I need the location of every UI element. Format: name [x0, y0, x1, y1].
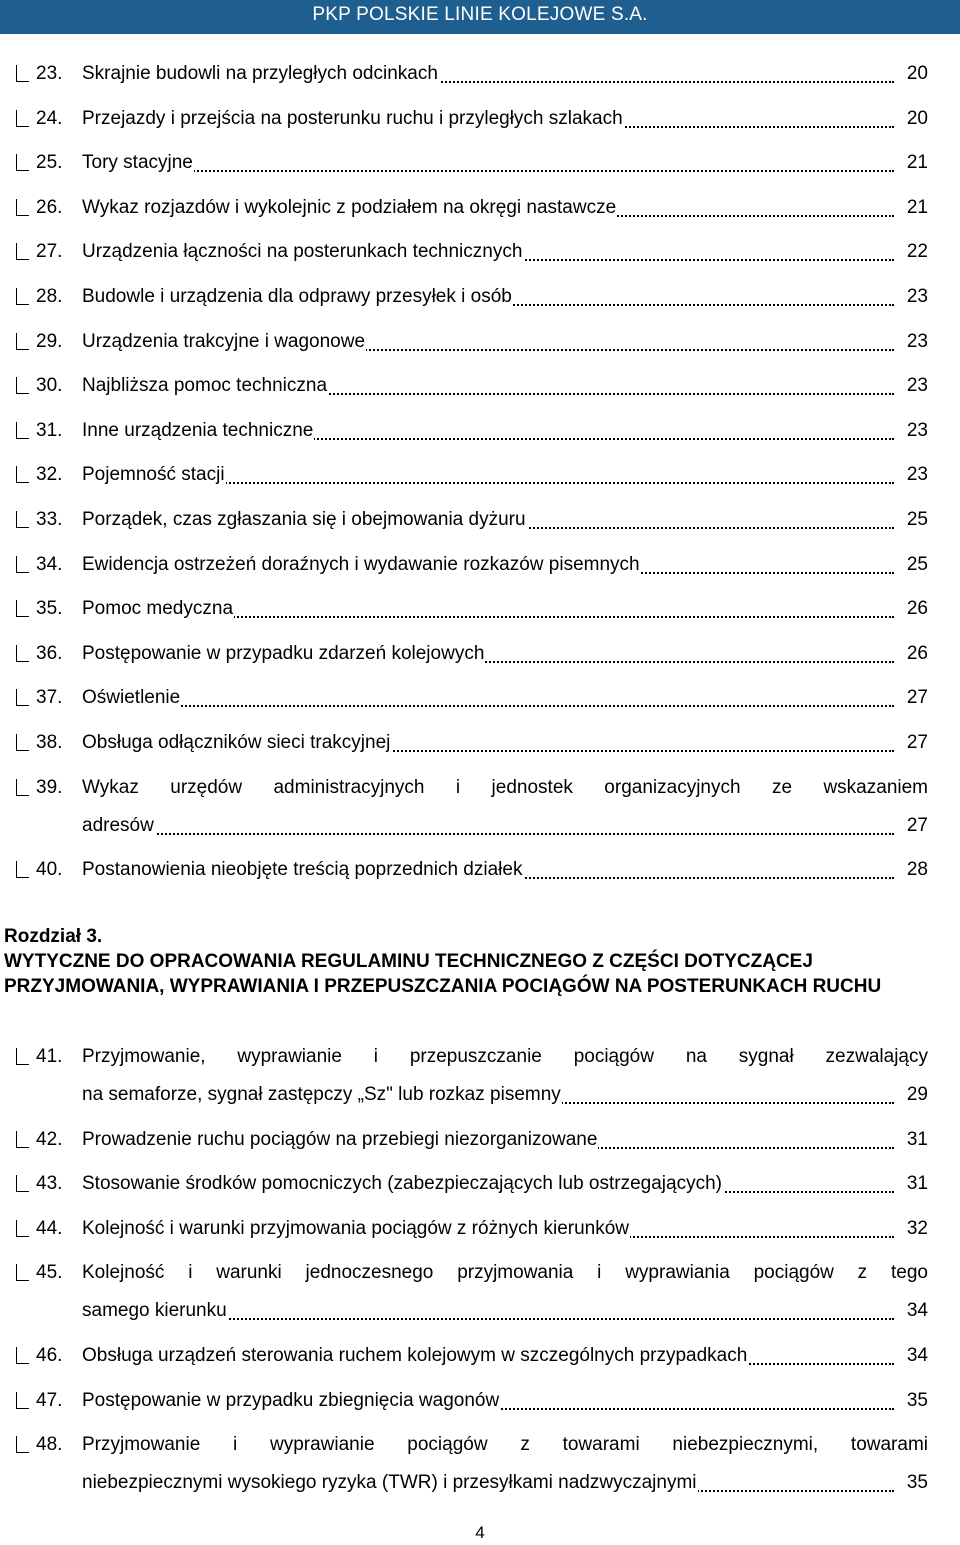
toc-marker — [16, 779, 29, 796]
toc-entry-title-continued: adresów — [82, 814, 154, 836]
dot-leader — [82, 833, 894, 835]
toc-entry-line — [82, 234, 928, 270]
toc-marker — [16, 243, 29, 260]
toc-entry-page: 23 — [903, 413, 928, 449]
toc-entry-number: 36. — [36, 642, 63, 664]
toc-entry-page: 31 — [903, 1122, 928, 1158]
toc-entry-number: 25. — [36, 152, 63, 174]
toc-entry-title: Postępowanie w przypadku zbiegnięcia wagonów — [82, 1389, 500, 1411]
toc-marker — [16, 422, 29, 439]
toc-entry-title: Urządzenia trakcyjne i wagonowe — [82, 330, 366, 352]
toc-entry-title: Tory stacyjne — [82, 152, 193, 174]
toc-marker — [16, 645, 29, 662]
toc-entry-number: 48. — [36, 1434, 63, 1456]
toc-entry-page: 34 — [903, 1338, 928, 1374]
toc-entry-title: Najbliższa pomoc techniczna — [82, 375, 328, 397]
toc-entry-page: 34 — [903, 1293, 928, 1329]
toc-entry-line — [82, 1293, 928, 1329]
toc-entry-number: 24. — [36, 107, 63, 129]
toc-entry-page: 20 — [903, 101, 928, 137]
toc-marker — [16, 1220, 29, 1237]
toc-entry-line — [82, 1465, 928, 1501]
toc-entry-line — [82, 101, 928, 137]
toc-marker — [16, 600, 29, 617]
page-number: 4 — [475, 1523, 485, 1542]
toc-entry-title: Postępowanie w przypadku zdarzeń kolejowych — [82, 642, 485, 664]
toc-entry-page: 31 — [903, 1166, 928, 1202]
toc-marker — [16, 1131, 29, 1148]
toc-entry-page: 23 — [903, 368, 928, 404]
toc-entry-title: Budowle i urządzenia dla odprawy przesyłek i osób — [82, 286, 512, 307]
toc-marker — [16, 556, 29, 573]
toc-entry-line — [82, 1338, 928, 1374]
toc-entry-title: Ewidencja ostrzeżeń doraźnych i wydawanie rozkazów pisemnych — [82, 553, 640, 575]
toc-entry-number: 41. — [36, 1046, 63, 1067]
toc-entry-page: 26 — [903, 636, 928, 672]
toc-entry-page: 21 — [903, 145, 928, 181]
toc-entry-title: Urządzenia łączności na posterunkach technicznych — [82, 241, 523, 263]
toc-entry-number: 39. — [36, 776, 63, 798]
toc-entry-page: 23 — [903, 457, 928, 493]
toc-entry-number: 43. — [36, 1173, 63, 1195]
toc-marker — [16, 1347, 29, 1364]
toc-entry-number: 42. — [36, 1128, 63, 1150]
toc-entry-number: 35. — [36, 598, 63, 620]
toc-entry-page: 25 — [903, 547, 928, 583]
toc-entry-page: 25 — [903, 502, 928, 538]
toc-entry-title: Obsługa odłączników sieci trakcyjnej — [82, 732, 391, 753]
toc-entry-number: 38. — [36, 732, 63, 753]
toc-entry-line — [82, 324, 928, 360]
toc-marker — [16, 1392, 29, 1409]
chapter-label: Rozdział 3. — [4, 926, 103, 947]
toc-entry-line — [82, 680, 928, 716]
toc-entry-line — [82, 279, 928, 315]
toc-entry-page: 23 — [903, 324, 928, 360]
toc-entry-number: 27. — [36, 241, 63, 263]
toc-entry-title-continued: niebezpiecznymi wysokiego ryzyka (TWR) i przesyłkami nadzwyczajnymi — [82, 1472, 697, 1494]
toc-entry-number: 34. — [36, 553, 63, 575]
toc-entry-page: 20 — [903, 56, 928, 92]
toc-entry-line — [82, 808, 928, 844]
toc-entry-number: 46. — [36, 1345, 63, 1366]
toc-entry-number: 40. — [36, 859, 63, 881]
toc-entry-page: 27 — [903, 680, 928, 716]
toc-entry-title-continued: samego kierunku — [82, 1300, 227, 1322]
toc-entry-title: Inne urządzenia techniczne — [82, 419, 314, 441]
toc-entry-title: Prowadzenie ruchu pociągów na przebiegi niezorganizowane — [82, 1128, 598, 1150]
toc-entry-title: Oświetlenie — [82, 687, 181, 709]
chapter-title: WYTYCZNE DO OPRACOWANIA REGULAMINU TECHNICZNEGO Z CZĘŚCI DOTYCZĄCEJ PRZYJMOWANIA, WYPRAWIANIA I PRZEPUSZCZANIA POCIĄGÓW NA POSTERUNKACH RUCHU — [4, 951, 882, 997]
toc-entry-title: Wykaz rozjazdów i wykolejnic z podziałem na okręgi nastawcze — [82, 196, 617, 218]
toc-entry-title: Przyjmowanie, wyprawianie i przepuszczanie pociągów na sygnał zezwalający — [82, 1046, 928, 1067]
toc-entry-line — [82, 368, 928, 404]
toc-marker — [16, 861, 29, 878]
toc-marker — [16, 199, 29, 216]
toc-marker — [16, 110, 29, 127]
toc-entry-title-continued: na semaforze, sygnał zastępczy „Sz" lub rozkaz pisemny — [82, 1084, 561, 1105]
toc-entry-title: Pomoc medyczna — [82, 598, 234, 620]
toc-entry-line — [82, 852, 928, 888]
toc-entry-line — [82, 502, 928, 538]
toc-entry-page: 35 — [903, 1383, 928, 1419]
toc-entry-line — [82, 547, 928, 583]
toc-marker — [16, 511, 29, 528]
toc-entry-number: 23. — [36, 63, 63, 84]
toc-marker — [16, 65, 29, 82]
toc-entry-number: 44. — [36, 1217, 63, 1239]
toc-entry-line — [82, 457, 928, 493]
toc-entry-title: Przejazdy i przejścia na posterunku ruchu i przyległych szlakach — [82, 107, 623, 129]
dot-leader — [82, 705, 894, 707]
toc-entry-page: 22 — [903, 234, 928, 270]
toc-marker — [16, 154, 29, 171]
dot-leader — [82, 170, 894, 172]
toc-entry-title: Skrajnie budowli na przyległych odcinkach — [82, 63, 438, 84]
toc-marker — [16, 1264, 29, 1281]
chapter-heading — [4, 924, 956, 999]
toc-entry-title: Stosowanie środków pomocniczych (zabezpieczających lub ostrzegających) — [82, 1173, 722, 1195]
toc-marker — [16, 734, 29, 751]
toc-marker — [16, 466, 29, 483]
toc-entry-number: 37. — [36, 687, 63, 709]
toc-marker — [16, 333, 29, 350]
toc-entry-line — [82, 56, 928, 92]
toc-entry-line — [82, 190, 928, 226]
toc-marker — [16, 689, 29, 706]
toc-entry-number: 29. — [36, 330, 63, 352]
toc-entry-title: Kolejność i warunki przyjmowania pociągów z różnych kierunków — [82, 1217, 630, 1239]
toc-entry-line — [82, 145, 928, 181]
toc-entry-line — [82, 1166, 928, 1202]
toc-entry-line — [82, 1122, 928, 1158]
toc-marker — [16, 288, 29, 305]
toc-entry-page: 28 — [903, 852, 928, 888]
toc-entry-line — [82, 1383, 928, 1419]
toc-entry-title: Wykaz urzędów administracyjnych i jednostek organizacyjnych ze wskazaniem — [82, 776, 928, 798]
toc-entry-number: 28. — [36, 286, 63, 307]
toc-entry-line — [82, 1211, 928, 1247]
toc-marker — [16, 377, 29, 394]
toc-entry-line — [82, 725, 928, 761]
toc-entry-page: 32 — [903, 1211, 928, 1247]
toc-entry-page: 26 — [903, 591, 928, 627]
toc-entry-title: Obsługa urządzeń sterowania ruchem kolejowym w szczególnych przypadkach — [82, 1345, 748, 1366]
document-header — [0, 0, 960, 34]
toc-marker — [16, 1175, 29, 1192]
toc-marker — [16, 1436, 29, 1453]
toc-entry-number: 45. — [36, 1262, 63, 1284]
toc-entry-page: 29 — [903, 1077, 928, 1113]
toc-entry-number: 47. — [36, 1389, 63, 1411]
toc-entry-line — [82, 591, 928, 627]
toc-entry-title: Postanowienia nieobjęte treścią poprzednich działek — [82, 859, 523, 881]
toc-entry-number: 32. — [36, 464, 63, 486]
toc-entry-number: 26. — [36, 196, 63, 218]
toc-entry-page: 27 — [903, 725, 928, 761]
toc-entry-number: 30. — [36, 375, 63, 397]
toc-entry-page: 35 — [903, 1465, 928, 1501]
toc-entry-title: Przyjmowanie i wyprawianie pociągów z towarami niebezpiecznymi, towarami — [82, 1434, 928, 1456]
toc-entry-line — [82, 636, 928, 672]
toc-entry-line — [82, 413, 928, 449]
toc-entry-page: 23 — [903, 279, 928, 315]
toc-entry-page: 21 — [903, 190, 928, 226]
toc-entry-title: Porządek, czas zgłaszania się i obejmowania dyżuru — [82, 509, 526, 530]
toc-entry-line — [82, 1077, 928, 1113]
toc-entry-number: 31. — [36, 419, 63, 441]
toc-entry-page: 27 — [903, 808, 928, 844]
header-title: PKP POLSKIE LINIE KOLEJOWE S.A. — [312, 4, 648, 25]
toc-marker — [16, 1048, 29, 1065]
toc-entry-title: Kolejność i warunki jednoczesnego przyjmowania i wyprawiania pociągów z tego — [82, 1262, 928, 1284]
toc-entry-number: 33. — [36, 509, 63, 530]
toc-entry-title: Pojemność stacji — [82, 464, 225, 486]
